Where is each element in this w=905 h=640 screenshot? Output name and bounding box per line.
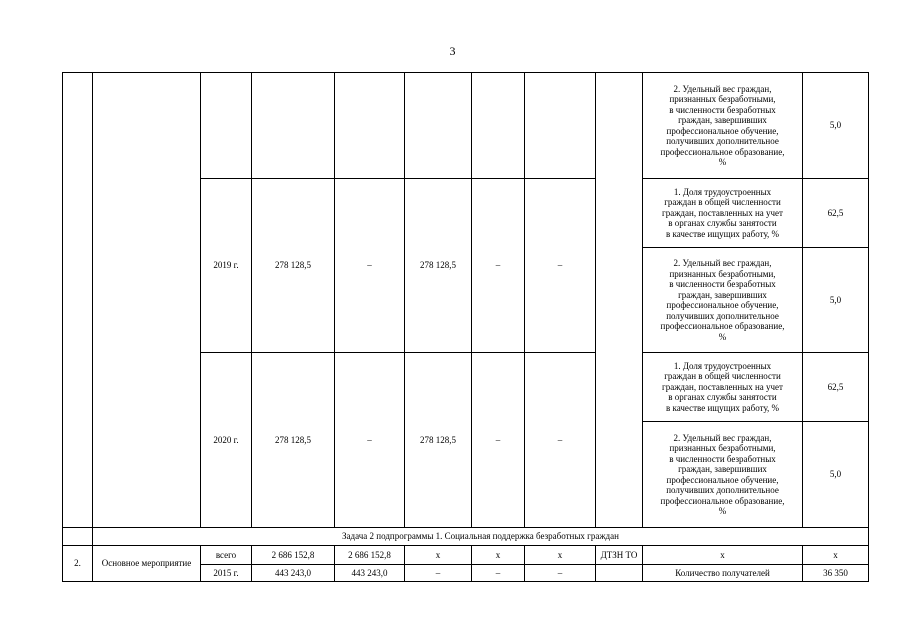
- other-cell: –: [525, 179, 596, 353]
- num-cell: [63, 73, 93, 528]
- indicator-value: 62,5: [803, 179, 869, 248]
- year-cell: 2019 г.: [201, 179, 252, 353]
- other-cell: [525, 73, 596, 179]
- regional-cell: 278 128,5: [405, 353, 472, 528]
- federal-cell: 2 686 152,8: [335, 546, 405, 565]
- page-number: 3: [449, 44, 456, 58]
- name-cell: [93, 73, 201, 528]
- year-cell: всего: [201, 546, 252, 565]
- table-row: [63, 528, 869, 546]
- indicator-value: x: [803, 546, 869, 565]
- executor-cell: [596, 565, 643, 582]
- indicator-cell: 1. Доля трудоустроенных граждан в общей численности граждан, поставленных на учет в органах службы занятости в качестве ищущих работу, %: [643, 353, 803, 422]
- program-table: [62, 72, 869, 582]
- local-cell: –: [472, 353, 525, 528]
- other-cell: –: [525, 353, 596, 528]
- year-cell: 2020 г.: [201, 353, 252, 528]
- local-cell: x: [472, 546, 525, 565]
- federal-cell: –: [335, 179, 405, 353]
- total-cell: 443 243,0: [252, 565, 335, 582]
- local-cell: –: [472, 565, 525, 582]
- indicator-cell: 2. Удельный вес граждан, признанных безработными, в численности безработных граждан, завершивших профессиональное обучение, получивших дополнительное профессиональное образование, %: [643, 422, 803, 528]
- regional-cell: 278 128,5: [405, 179, 472, 353]
- indicator-value: 5,0: [803, 73, 869, 179]
- regional-cell: x: [405, 546, 472, 565]
- indicator-cell: Количество получателей: [643, 565, 803, 582]
- indicator-value: 5,0: [803, 422, 869, 528]
- indicator-value: 36 350: [803, 565, 869, 582]
- regional-cell: –: [405, 565, 472, 582]
- total-cell: 278 128,5: [252, 179, 335, 353]
- indicator-cell: 2. Удельный вес граждан, признанных безработными, в численности безработных граждан, завершивших профессиональное обучение, получивших дополнительное профессиональное образование, %: [643, 73, 803, 179]
- federal-cell: –: [335, 353, 405, 528]
- indicator-cell: 1. Доля трудоустроенных граждан в общей численности граждан, поставленных на учет в органах службы занятости в качестве ищущих работу, %: [643, 179, 803, 248]
- indicator-value: 5,0: [803, 248, 869, 353]
- table-row: [63, 73, 869, 179]
- local-cell: [472, 73, 525, 179]
- total-cell: 278 128,5: [252, 353, 335, 528]
- total-cell: 2 686 152,8: [252, 546, 335, 565]
- indicator-cell: 2. Удельный вес граждан, признанных безработными, в численности безработных граждан, завершивших профессиональное обучение, получивших дополнительное профессиональное образование, %: [643, 248, 803, 353]
- federal-cell: [335, 73, 405, 179]
- indicator-cell: x: [643, 546, 803, 565]
- year-cell: [201, 73, 252, 179]
- local-cell: –: [472, 179, 525, 353]
- num-cell: [63, 528, 93, 546]
- executor-cell: [596, 73, 643, 528]
- federal-cell: 443 243,0: [335, 565, 405, 582]
- measure-name: Основное мероприятие: [93, 546, 201, 582]
- other-cell: x: [525, 546, 596, 565]
- indicator-value: 62,5: [803, 353, 869, 422]
- measure-number: 2.: [63, 546, 93, 582]
- table-row: [63, 546, 869, 565]
- regional-cell: [405, 73, 472, 179]
- executor-cell: ДТЗН ТО: [596, 546, 643, 565]
- year-cell: 2015 г.: [201, 565, 252, 582]
- total-cell: [252, 73, 335, 179]
- task-header: Задача 2 подпрограммы 1. Социальная поддержка безработных граждан: [93, 528, 869, 546]
- other-cell: –: [525, 565, 596, 582]
